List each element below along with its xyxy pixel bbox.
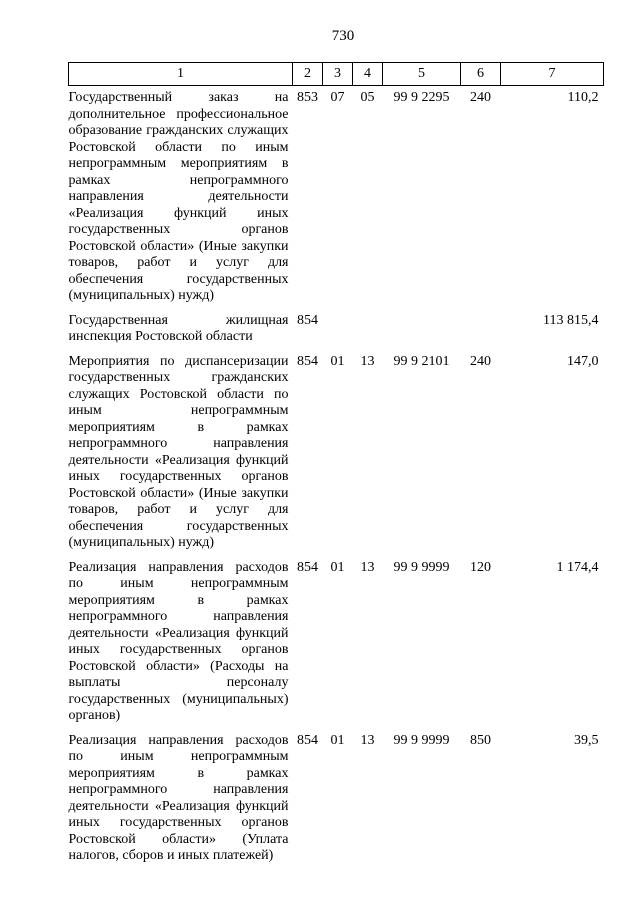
row-admin-code: 854 bbox=[297, 732, 318, 748]
row-section: 01 bbox=[330, 353, 345, 369]
row-section: 01 bbox=[330, 732, 345, 748]
row-expense-type: 850 bbox=[470, 732, 491, 748]
table-row bbox=[69, 560, 604, 725]
row-description: Реализация направления расходов по иным непрограммным мероприятиям в рамках непрограммного направления деятельности «Реализация функций иных государственных органов Ростовской области» (Расходы на выплаты персоналу государственных (муниципальных) органов) bbox=[68, 559, 289, 723]
table-row bbox=[69, 86, 604, 305]
row-target-article: 99 9 9999 bbox=[393, 732, 450, 748]
table-row bbox=[69, 354, 604, 552]
row-subsection: 13 bbox=[360, 353, 375, 369]
row-description: Реализация направления расходов по иным непрограммным мероприятиям в рамках непрограммного направления деятельности «Реализация функций иных государственных органов Ростовской области» (Уплата налогов, сборов и иных платежей) bbox=[68, 732, 289, 863]
table-row bbox=[69, 313, 604, 346]
row-subsection: 05 bbox=[360, 90, 375, 105]
header-col-4: 4 bbox=[353, 63, 383, 86]
header-col-2: 2 bbox=[293, 63, 323, 86]
row-amount: 39,5 bbox=[574, 732, 599, 748]
row-expense-type: 240 bbox=[470, 353, 491, 369]
header-col-7: 7 bbox=[501, 63, 604, 86]
row-subsection: 13 bbox=[360, 559, 375, 575]
row-expense-type: 120 bbox=[470, 559, 491, 575]
page-number: 730 bbox=[331, 28, 355, 44]
row-description: Государственная жилищная инспекция Ростовской области bbox=[68, 312, 289, 344]
row-description: Государственный заказ на дополнительное профессиональное образование гражданских служащих Ростовской области по иным непрограммным мероприятиям в рамках непрограммного направления деятельности «Реализация функций иных государственных органов Ростовской области» (Иные закупки товаров, работ и услуг для обеспечения государственных (муниципальных) нужд) bbox=[68, 90, 289, 303]
header-col-3: 3 bbox=[323, 63, 353, 86]
row-subsection: 13 bbox=[360, 732, 375, 748]
row-target-article: 99 9 9999 bbox=[393, 559, 450, 575]
row-admin-code: 854 bbox=[297, 353, 318, 369]
row-description: Мероприятия по диспансеризации государственных гражданских служащих Ростовской области по иным непрограммным мероприятиям в рамках непрограммного направления деятельности «Реализация функций иных государственных органов Ростовской области» (Иные закупки товаров, работ и услуг для обеспечения государственных (муниципальных) нужд) bbox=[68, 353, 289, 550]
row-amount: 110,2 bbox=[567, 90, 599, 105]
budget-table bbox=[68, 62, 604, 865]
row-subsection bbox=[353, 313, 383, 346]
row-target-article bbox=[383, 313, 461, 346]
row-target-article: 99 9 2295 bbox=[393, 90, 450, 105]
row-amount: 1 174,4 bbox=[556, 559, 599, 575]
row-amount: 113 815,4 bbox=[543, 312, 599, 328]
row-admin-code: 853 bbox=[297, 90, 318, 105]
header-col-5: 5 bbox=[383, 63, 461, 86]
table-row bbox=[69, 733, 604, 865]
row-amount: 147,0 bbox=[567, 353, 599, 369]
header-col-1: 1 bbox=[69, 63, 293, 86]
row-section: 07 bbox=[330, 90, 345, 105]
row-expense-type: 240 bbox=[470, 90, 491, 105]
row-admin-code: 854 bbox=[297, 312, 318, 328]
header-row bbox=[69, 63, 604, 86]
row-section: 01 bbox=[330, 559, 345, 575]
row-target-article: 99 9 2101 bbox=[393, 353, 450, 369]
header-col-6: 6 bbox=[461, 63, 501, 86]
row-section bbox=[323, 313, 353, 346]
row-expense-type bbox=[461, 313, 501, 346]
row-admin-code: 854 bbox=[297, 559, 318, 575]
